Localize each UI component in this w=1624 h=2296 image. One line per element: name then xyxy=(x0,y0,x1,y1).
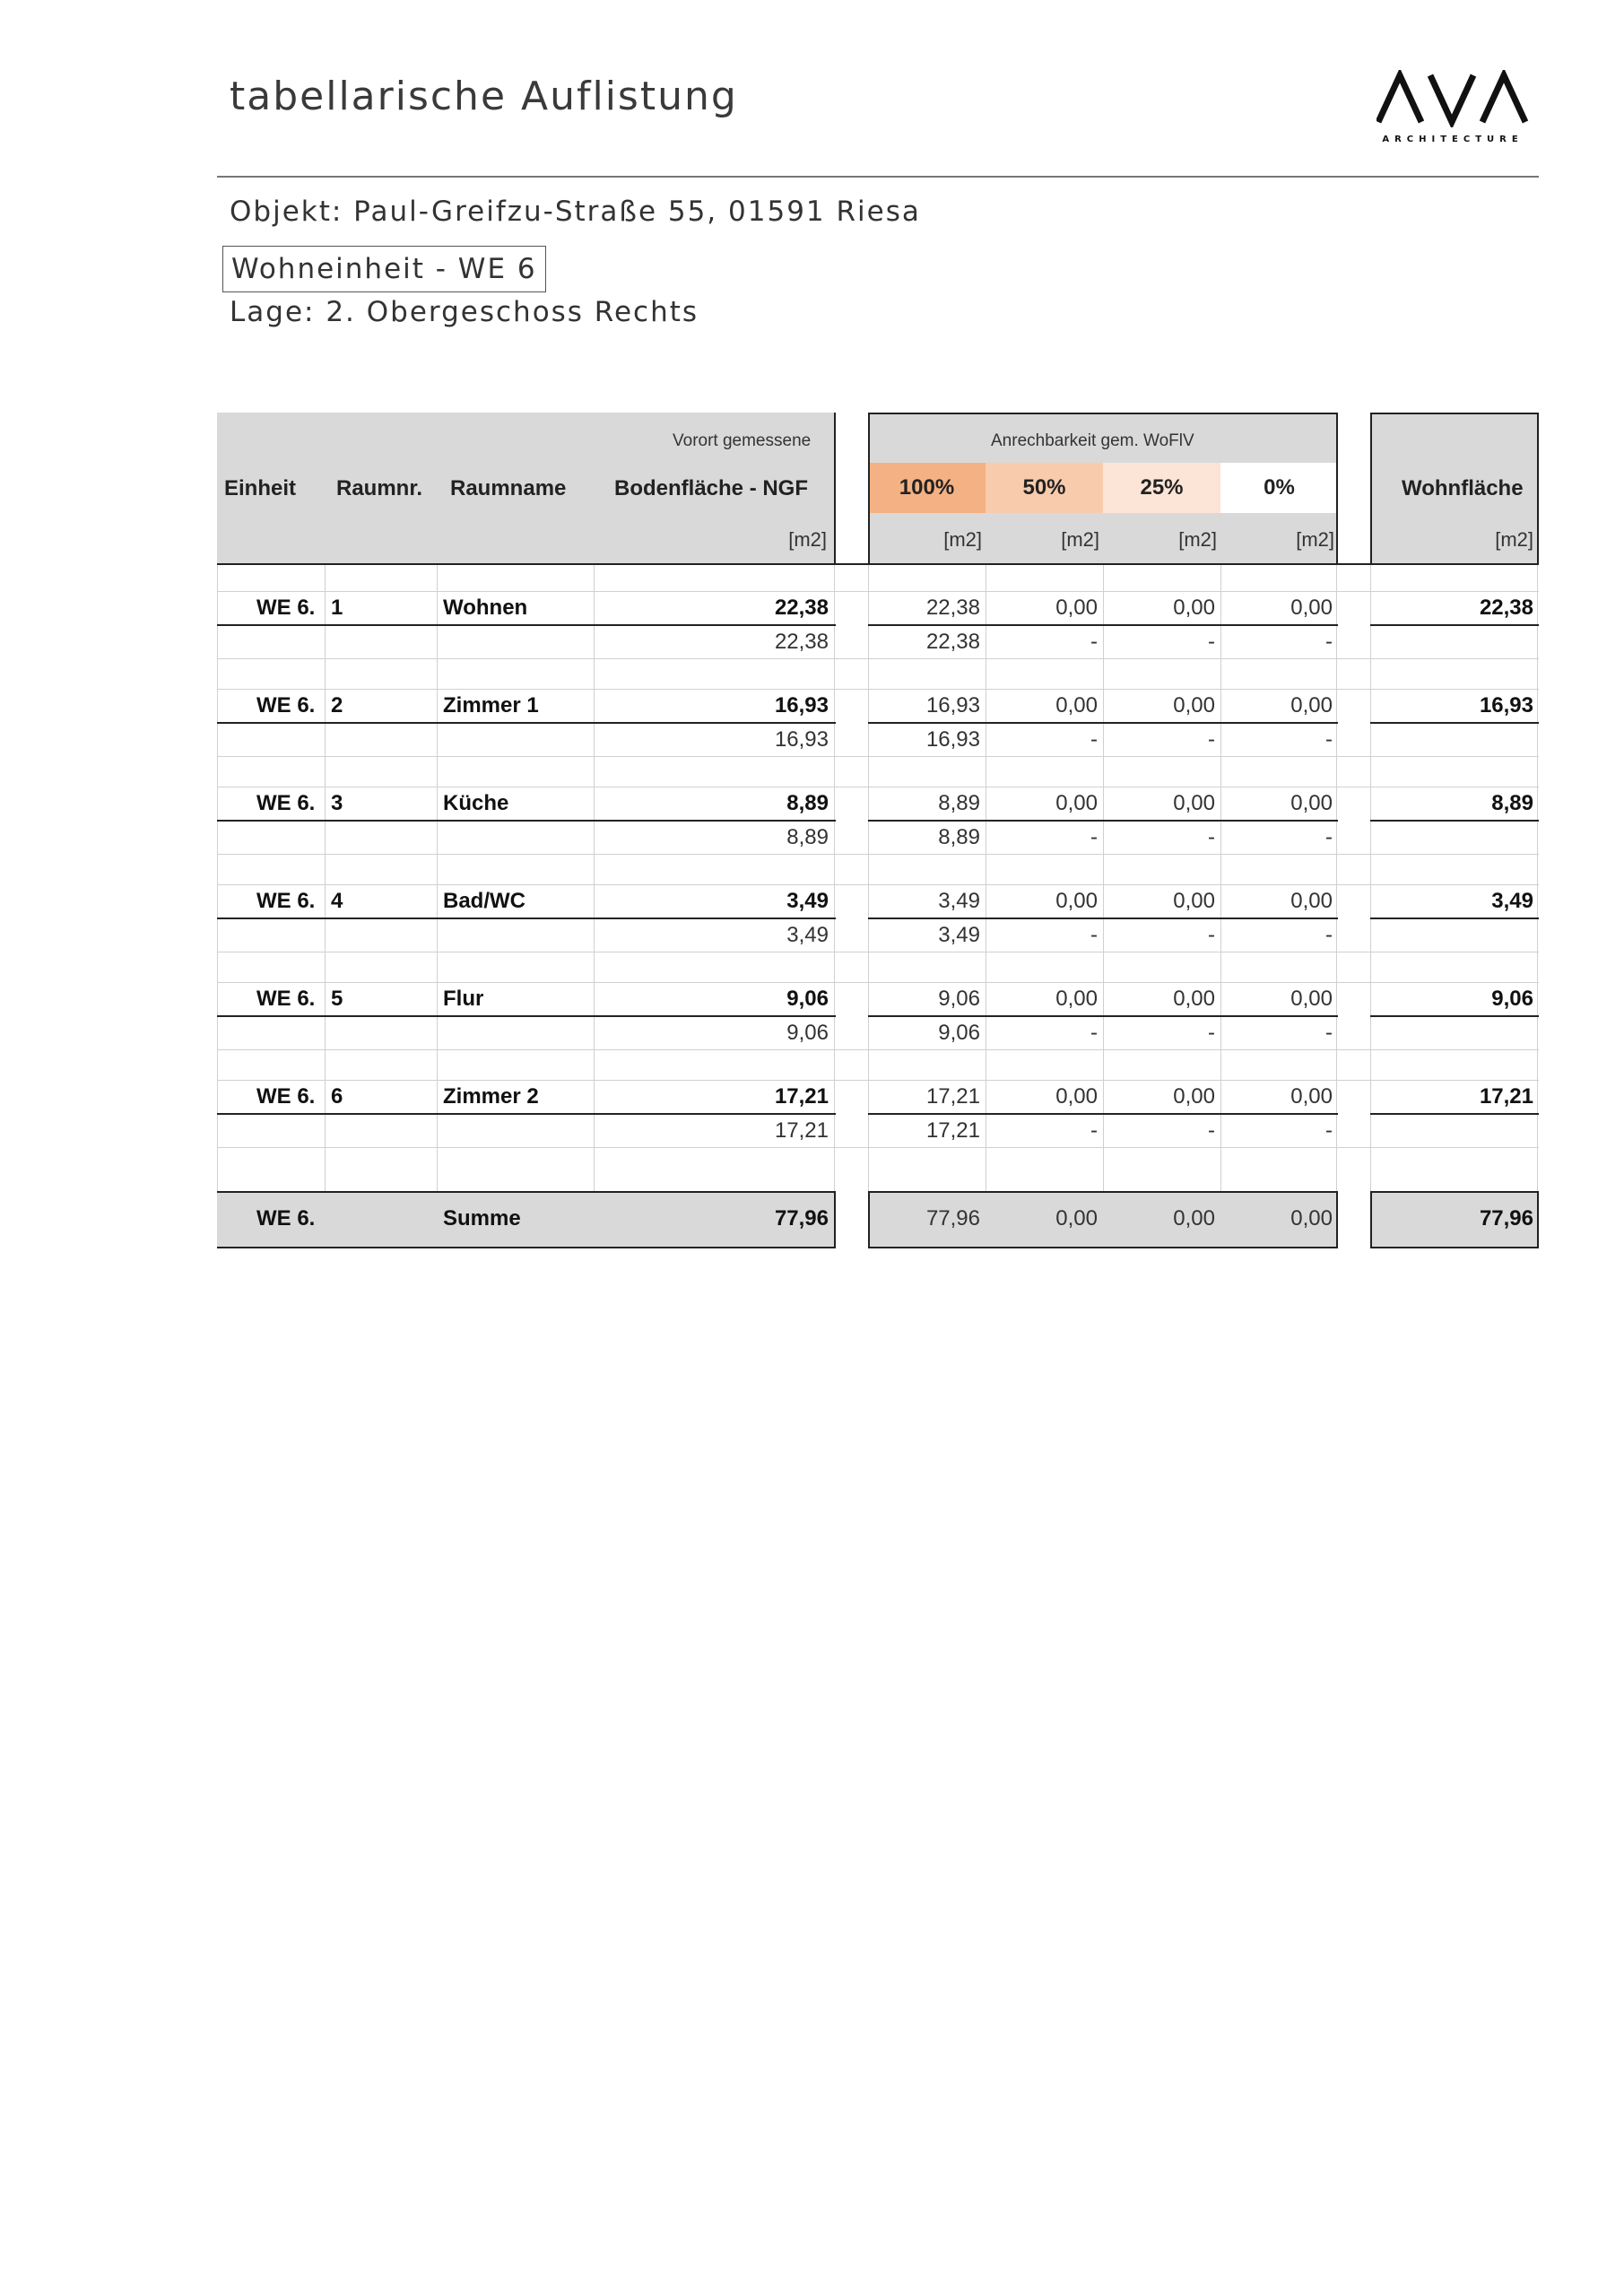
subrow-p25: - xyxy=(1208,923,1215,947)
subrow-p25: - xyxy=(1208,825,1215,849)
row-ngf: 16,93 xyxy=(774,693,829,718)
total-label: Summe xyxy=(443,1206,521,1231)
grid-line xyxy=(217,591,1539,592)
row-underline xyxy=(1370,1015,1539,1017)
subrow-p25: - xyxy=(1208,630,1215,654)
row-wohnflaeche: 16,93 xyxy=(1479,693,1533,718)
total-border xyxy=(1370,1247,1539,1248)
row-wohnflaeche: 22,38 xyxy=(1479,596,1533,620)
row-underline xyxy=(1370,918,1539,919)
unit-p50: [m2] xyxy=(1061,528,1099,551)
row-raumname: Flur xyxy=(443,987,484,1011)
subrow-p100: 22,38 xyxy=(925,630,980,654)
border xyxy=(1370,413,1539,414)
row-raumname: Küche xyxy=(443,791,509,815)
grid-line xyxy=(217,756,1539,757)
subrow-p0: - xyxy=(1325,1118,1333,1143)
grid-line xyxy=(217,1147,1539,1148)
pct-100-header: 100% xyxy=(868,463,986,513)
floor-location: Lage: 2. Obergeschoss Rechts xyxy=(230,296,699,328)
row-p100: 22,38 xyxy=(925,596,980,620)
row-p50: 0,00 xyxy=(1055,1084,1098,1109)
pct-50-header: 50% xyxy=(986,463,1103,513)
total-border xyxy=(868,1191,1338,1193)
border xyxy=(834,413,836,565)
row-ngf: 17,21 xyxy=(774,1084,829,1109)
grid-line xyxy=(217,982,1539,983)
grid-line xyxy=(217,884,1539,885)
row-p0: 0,00 xyxy=(1290,693,1333,718)
border xyxy=(868,413,1338,414)
row-p50: 0,00 xyxy=(1055,889,1098,913)
total-border xyxy=(868,1191,870,1248)
total-border xyxy=(217,1247,836,1248)
total-p0: 0,00 xyxy=(1290,1206,1333,1231)
row-einheit: WE 6. xyxy=(256,791,316,815)
total-border xyxy=(217,1191,836,1193)
row-raumnr: 1 xyxy=(331,596,343,620)
border xyxy=(1370,413,1372,565)
subrow-ngf: 16,93 xyxy=(774,727,829,752)
grid-line xyxy=(217,658,1539,659)
total-einheit: WE 6. xyxy=(256,1206,316,1231)
row-p0: 0,00 xyxy=(1290,1084,1333,1109)
row-raumnr: 4 xyxy=(331,889,343,913)
subrow-p25: - xyxy=(1208,1021,1215,1045)
unit-wohnflaeche: [m2] xyxy=(1495,528,1533,551)
subrow-p0: - xyxy=(1325,1021,1333,1045)
border xyxy=(217,563,1539,565)
total-wohnflaeche: 77,96 xyxy=(1479,1206,1533,1231)
row-underline xyxy=(1370,624,1539,626)
row-wohnflaeche: 17,21 xyxy=(1479,1084,1533,1109)
row-p25: 0,00 xyxy=(1173,596,1215,620)
subrow-ngf: 9,06 xyxy=(786,1021,829,1045)
row-wohnflaeche: 9,06 xyxy=(1491,987,1533,1011)
subrow-p50: - xyxy=(1090,825,1098,849)
col-raumname-header: Raumname xyxy=(450,476,567,500)
row-p50: 0,00 xyxy=(1055,791,1098,815)
grid-line xyxy=(217,1080,1539,1081)
total-border xyxy=(1370,1191,1539,1193)
subrow-p0: - xyxy=(1325,630,1333,654)
anrechnung-header: Anrechbarkeit gem. WoFlV xyxy=(991,431,1194,450)
subrow-p0: - xyxy=(1325,923,1333,947)
subrow-p25: - xyxy=(1208,727,1215,752)
row-p50: 0,00 xyxy=(1055,693,1098,718)
row-ngf: 22,38 xyxy=(774,596,829,620)
subrow-ngf: 22,38 xyxy=(774,630,829,654)
border xyxy=(868,413,870,565)
row-p100: 17,21 xyxy=(925,1084,980,1109)
grid-line xyxy=(217,689,1539,690)
row-raumname: Zimmer 2 xyxy=(443,1084,539,1109)
unit-label: Wohneinheit - WE 6 xyxy=(222,246,546,292)
subrow-p50: - xyxy=(1090,1118,1098,1143)
total-border xyxy=(1537,1191,1539,1248)
total-p100: 77,96 xyxy=(925,1206,980,1231)
ngf-header-top: Vorort gemessene xyxy=(673,431,812,450)
subrow-ngf: 8,89 xyxy=(786,825,829,849)
logo-subtext: ARCHITECTURE xyxy=(1382,135,1524,144)
unit-p0: [m2] xyxy=(1296,528,1334,551)
total-border xyxy=(1370,1191,1372,1248)
row-raumnr: 5 xyxy=(331,987,343,1011)
row-p25: 0,00 xyxy=(1173,1084,1215,1109)
row-einheit: WE 6. xyxy=(256,987,316,1011)
row-p25: 0,00 xyxy=(1173,791,1215,815)
row-raumnr: 6 xyxy=(331,1084,343,1109)
subrow-p100: 3,49 xyxy=(938,923,980,947)
col-raumnr-header: Raumnr. xyxy=(336,476,423,500)
col-ngf-header: Bodenfläche - NGF xyxy=(614,476,809,500)
row-underline xyxy=(1370,1113,1539,1115)
row-raumnr: 2 xyxy=(331,693,343,718)
pct-0-header: 0% xyxy=(1220,463,1338,513)
unit-p25: [m2] xyxy=(1178,528,1217,551)
row-underline xyxy=(1370,820,1539,822)
unit-p100: [m2] xyxy=(943,528,982,551)
total-ngf: 77,96 xyxy=(774,1206,829,1231)
row-p25: 0,00 xyxy=(1173,987,1215,1011)
subrow-ngf: 3,49 xyxy=(786,923,829,947)
row-ngf: 3,49 xyxy=(786,889,829,913)
row-p50: 0,00 xyxy=(1055,596,1098,620)
total-border xyxy=(834,1191,836,1248)
border xyxy=(1537,413,1539,565)
total-border xyxy=(1336,1191,1338,1248)
subrow-p50: - xyxy=(1090,923,1098,947)
subrow-p50: - xyxy=(1090,727,1098,752)
row-raumname: Bad/WC xyxy=(443,889,525,913)
subrow-ngf: 17,21 xyxy=(774,1118,829,1143)
row-p0: 0,00 xyxy=(1290,791,1333,815)
row-p100: 9,06 xyxy=(938,987,980,1011)
row-einheit: WE 6. xyxy=(256,596,316,620)
subrow-p50: - xyxy=(1090,630,1098,654)
grid-line xyxy=(217,1049,1539,1050)
row-p100: 3,49 xyxy=(938,889,980,913)
row-ngf: 9,06 xyxy=(786,987,829,1011)
total-border xyxy=(868,1247,1338,1248)
row-p25: 0,00 xyxy=(1173,889,1215,913)
row-raumname: Wohnen xyxy=(443,596,528,620)
col-einheit-header: Einheit xyxy=(224,476,297,500)
row-einheit: WE 6. xyxy=(256,693,316,718)
subrow-p100: 9,06 xyxy=(938,1021,980,1045)
unit-ngf: [m2] xyxy=(788,528,827,551)
row-wohnflaeche: 8,89 xyxy=(1491,791,1533,815)
row-raumnr: 3 xyxy=(331,791,343,815)
subrow-p100: 8,89 xyxy=(938,825,980,849)
row-raumname: Zimmer 1 xyxy=(443,693,539,718)
col-wohnflaeche-header: Wohnfläche xyxy=(1402,476,1524,500)
row-p25: 0,00 xyxy=(1173,693,1215,718)
grid-line xyxy=(217,854,1539,855)
pct-25-header: 25% xyxy=(1103,463,1220,513)
subrow-p100: 16,93 xyxy=(925,727,980,752)
subrow-p0: - xyxy=(1325,825,1333,849)
row-p0: 0,00 xyxy=(1290,889,1333,913)
total-p50: 0,00 xyxy=(1055,1206,1098,1231)
row-underline xyxy=(1370,722,1539,724)
document-title: tabellarische Auflistung xyxy=(230,74,738,119)
row-p50: 0,00 xyxy=(1055,987,1098,1011)
row-p100: 16,93 xyxy=(925,693,980,718)
subrow-p50: - xyxy=(1090,1021,1098,1045)
row-ngf: 8,89 xyxy=(786,791,829,815)
border xyxy=(1336,413,1338,565)
subrow-p0: - xyxy=(1325,727,1333,752)
row-p0: 0,00 xyxy=(1290,596,1333,620)
total-p25: 0,00 xyxy=(1173,1206,1215,1231)
row-einheit: WE 6. xyxy=(256,889,316,913)
row-einheit: WE 6. xyxy=(256,1084,316,1109)
row-wohnflaeche: 3,49 xyxy=(1491,889,1533,913)
object-address: Objekt: Paul-Greifzu-Straße 55, 01591 Riesa xyxy=(230,196,921,228)
row-p100: 8,89 xyxy=(938,791,980,815)
row-p0: 0,00 xyxy=(1290,987,1333,1011)
subrow-p100: 17,21 xyxy=(925,1118,980,1143)
subrow-p25: - xyxy=(1208,1118,1215,1143)
